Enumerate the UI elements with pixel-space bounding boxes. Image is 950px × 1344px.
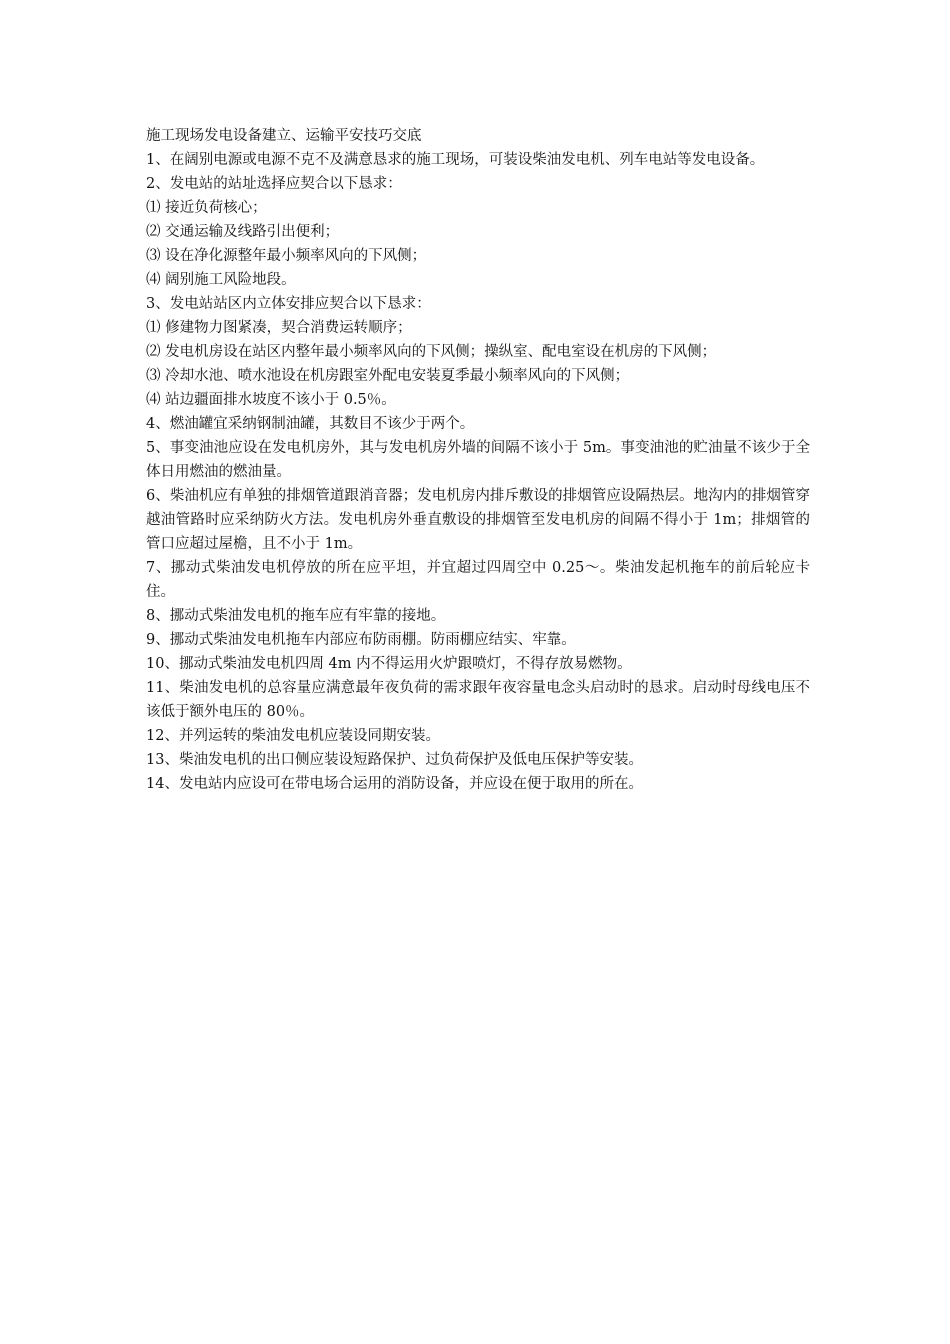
paragraph-2-item-2: ⑵ 交通运输及线路引出便利； [146,224,340,240]
paragraph-2-item-3: ⑶ 设在净化源整年最小频率风向的下风侧； [146,248,427,264]
document-body [146,124,810,796]
paragraph-3-item-3: ⑶ 冷却水池、喷水池设在机房跟室外配电安装夏季最小频率风向的下风侧； [146,368,630,384]
paragraph-4: 4、燃油罐宜采纳钢制油罐，其数目不该少于两个。 [146,416,475,432]
paragraph-10: 10、挪动式柴油发电机四周 4m 内不得运用火炉跟喷灯，不得存放易燃物。 [146,656,632,672]
paragraph-3: 3、发电站站区内立体安排应契合以下恳求： [146,296,431,312]
paragraph-9: 9、挪动式柴油发电机拖车内部应布防雨棚。防雨棚应结实、牢靠。 [146,632,576,648]
paragraph-3-item-2: ⑵ 发电机房设在站区内整年最小频率风向的下风侧；操纵室、配电室设在机房的下风侧； [146,344,717,360]
paragraph-1: 1、在阔别电源或电源不克不及满意恳求的施工现场，可装设柴油发电机、列车电站等发电设备。 [146,152,765,168]
paragraph-5: 5、事变油池应设在发电机房外，其与发电机房外墙的间隔不该小于 5m。事变油池的贮油量不该少于全体日用燃油的燃油量。 [146,440,810,480]
paragraph-8: 8、挪动式柴油发电机的拖车应有牢靠的接地。 [146,608,446,624]
paragraph-2-item-4: ⑷ 阔别施工风险地段。 [146,272,296,288]
paragraph-3-item-1: ⑴ 修建物力图紧凑，契合消费运转顺序； [146,320,412,336]
document-title: 施工现场发电设备建立、运输平安技巧交底 [146,128,422,144]
paragraph-7: 7、挪动式柴油发电机停放的所在应平坦，并宜超过四周空中 0.25～。柴油发起机拖车的前后轮应卡住。 [146,560,810,600]
paragraph-3-item-4: ⑷ 站边疆面排水坡度不该小于 0.5％。 [146,392,396,408]
paragraph-11: 11、柴油发电机的总容量应满意最年夜负荷的需求跟年夜容量电念头启动时的恳求。启动时母线电压不该低于额外电压的 80％。 [146,680,810,720]
paragraph-6: 6、柴油机应有单独的排烟管道跟消音器；发电机房内排斥敷设的排烟管应设隔热层。地沟内的排烟管穿越油管路时应采纳防火方法。发电机房外垂直敷设的排烟管至发电机房的间隔不得小于 1m；排烟管的管口应超过屋檐，且不小于 1m。 [146,488,810,552]
paragraph-2-item-1: ⑴ 接近负荷核心； [146,200,267,216]
paragraph-13: 13、柴油发电机的出口侧应装设短路保护、过负荷保护及低电压保护等安装。 [146,752,643,768]
paragraph-2: 2、发电站的站址选择应契合以下恳求： [146,176,402,192]
paragraph-12: 12、并列运转的柴油发电机应装设同期安装。 [146,728,440,744]
paragraph-14: 14、发电站内应设可在带电场合运用的消防设备，并应设在便于取用的所在。 [146,776,643,792]
